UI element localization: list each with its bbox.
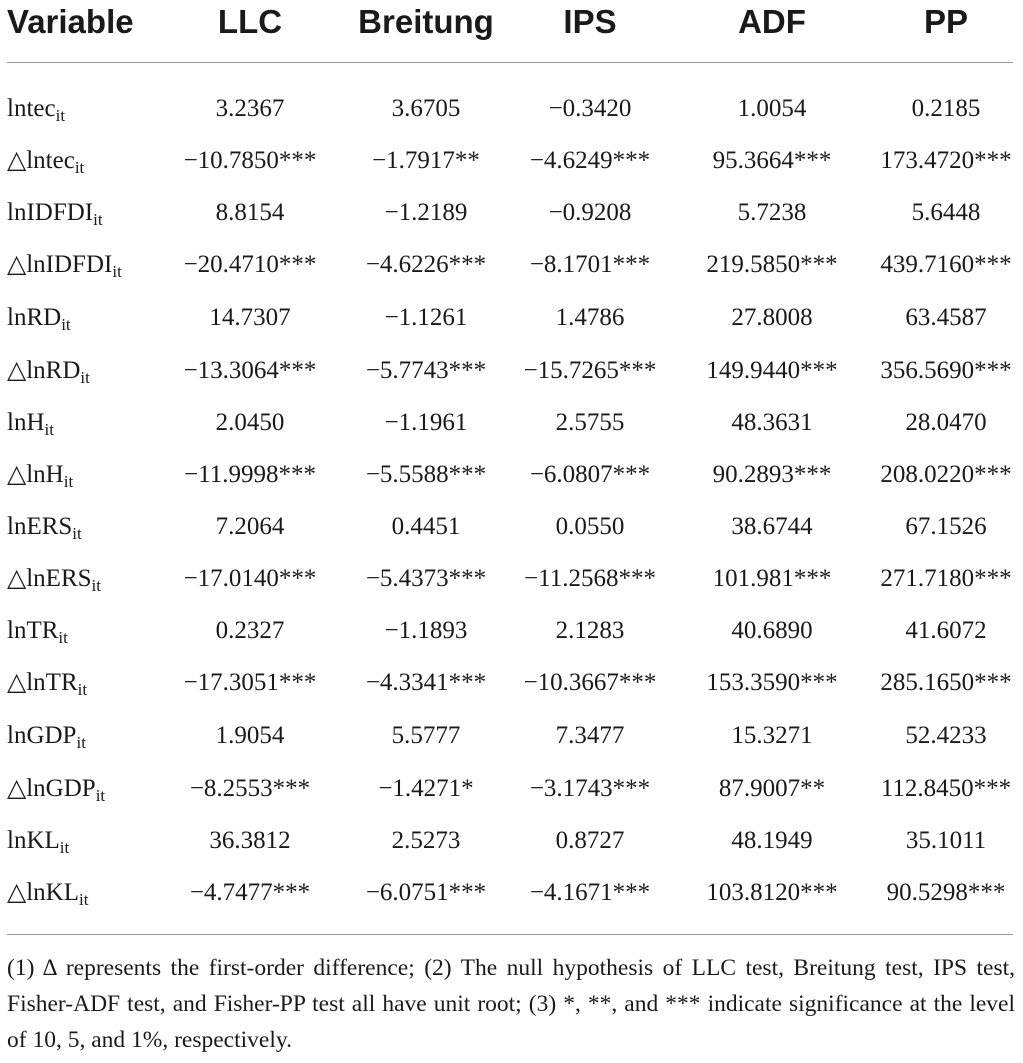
table-header [0, 0, 1023, 44]
value-cell: −17.3051*** [183, 669, 317, 696]
value-cell: −13.3064*** [183, 357, 317, 384]
value-cell: 2.5755 [555, 409, 625, 436]
table-row [0, 187, 1023, 239]
value-cell: 87.9007** [718, 775, 826, 802]
table-row [0, 449, 1023, 501]
value-cell: 103.8120*** [706, 879, 838, 906]
value-cell: −8.2553*** [189, 775, 311, 802]
variable-cell [7, 345, 90, 397]
variable-cell [7, 187, 103, 239]
header-ips: IPS [563, 3, 617, 40]
value-cell: 5.6448 [911, 199, 981, 226]
value-cell: −20.4710*** [183, 251, 317, 278]
variable-subscript: it [79, 890, 89, 909]
value-cell: 439.7160*** [880, 251, 1012, 278]
value-cell: 1.0054 [737, 95, 807, 122]
value-cell: 149.9440*** [706, 357, 838, 384]
value-cell: 3.2367 [215, 95, 285, 122]
value-cell: −1.7917** [372, 147, 480, 174]
value-cell: 112.8450*** [880, 775, 1012, 802]
table-row [0, 605, 1023, 657]
variable-name: △lnKL [7, 879, 79, 906]
value-cell: −0.3420 [548, 95, 632, 122]
value-cell: −1.4271* [378, 775, 474, 802]
value-cell: 2.5273 [391, 827, 461, 854]
value-cell: 90.5298*** [886, 879, 1006, 906]
value-cell: −5.4373*** [365, 565, 487, 592]
variable-name: △lnIDFDI [7, 251, 113, 278]
value-cell: 285.1650*** [880, 669, 1012, 696]
value-cell: −4.6249*** [529, 147, 651, 174]
value-cell: −0.9208 [548, 199, 632, 226]
value-cell: 48.3631 [731, 409, 813, 436]
table-row [0, 710, 1023, 762]
variable-subscript: it [76, 733, 86, 752]
table-footnote: (1) Δ represents the first-order difference; (2) The null hypothesis of LLC test, Breitung test, IPS test, Fisher-ADF test, and Fisher-PP test all have unit root; (3) *, **, and *** indicate significance at the level of 10, 5, and 1%, respectively. [7, 955, 1015, 1053]
value-cell: −5.5588*** [365, 461, 487, 488]
value-cell: 0.2185 [911, 95, 981, 122]
variable-cell [7, 449, 73, 501]
value-cell: 356.5690*** [880, 357, 1012, 384]
value-cell: 14.7307 [209, 304, 291, 331]
variable-name: lnTR [7, 617, 59, 644]
value-cell: 2.1283 [555, 617, 625, 644]
header-pp: PP [923, 3, 969, 40]
value-cell: 7.3477 [555, 722, 625, 749]
variable-subscript: it [58, 628, 68, 647]
value-cell: 5.7238 [737, 199, 807, 226]
variable-name: △lntec [7, 147, 75, 174]
table-row [0, 135, 1023, 187]
variable-subscript: it [44, 420, 54, 439]
value-cell: 8.8154 [215, 199, 285, 226]
variable-subscript: it [95, 786, 106, 805]
table-row [0, 292, 1023, 344]
value-cell: 0.2327 [215, 617, 285, 644]
table-row [0, 815, 1023, 867]
variable-cell [7, 815, 69, 867]
value-cell: 1.9054 [215, 722, 285, 749]
value-cell: −10.3667*** [523, 669, 657, 696]
value-cell: 40.6890 [731, 617, 813, 644]
variable-subscript: it [72, 524, 82, 543]
value-cell: 173.4720*** [880, 147, 1012, 174]
value-cell: 41.6072 [905, 617, 987, 644]
value-cell: −1.1961 [384, 409, 468, 436]
value-cell: 0.4451 [391, 513, 461, 540]
value-cell: −8.1701*** [529, 251, 651, 278]
value-cell: 271.7180*** [880, 565, 1012, 592]
value-cell: 90.2893*** [712, 461, 832, 488]
variable-cell [7, 605, 68, 657]
variable-subscript: it [93, 210, 103, 229]
value-cell: −6.0751*** [365, 879, 487, 906]
table-row [0, 239, 1023, 291]
variable-name: lnKL [7, 827, 60, 854]
value-cell: 63.4587 [905, 304, 987, 331]
variable-cell [7, 501, 82, 553]
value-cell: 0.8727 [555, 827, 625, 854]
value-cell: 5.5777 [391, 722, 461, 749]
table-row [0, 553, 1023, 605]
header-breitung: Breitung [358, 3, 494, 40]
value-cell: 101.981*** [712, 565, 832, 592]
table-row [0, 397, 1023, 449]
variable-cell [7, 710, 86, 762]
value-cell: −1.1261 [384, 304, 468, 331]
value-cell: −10.7850*** [183, 147, 317, 174]
table-row [0, 657, 1023, 709]
variable-cell [7, 239, 122, 291]
header-variable: Variable [7, 3, 134, 40]
value-cell: 1.4786 [555, 304, 625, 331]
bottom-rule [7, 934, 1013, 935]
table-row [0, 345, 1023, 397]
variable-name: lnERS [7, 513, 73, 540]
header-llc: LLC [217, 3, 283, 40]
value-cell: 35.1011 [905, 827, 987, 854]
variable-subscript: it [77, 680, 88, 699]
variable-cell [7, 397, 54, 449]
value-cell: 38.6744 [731, 513, 813, 540]
variable-subscript: it [74, 158, 85, 177]
variable-name: lnH [7, 409, 45, 436]
variable-cell [7, 83, 65, 135]
variable-name: lntec [7, 95, 56, 122]
variable-name: △lnRD [7, 357, 81, 384]
table-row [0, 501, 1023, 553]
header-adf: ADF [738, 3, 806, 40]
value-cell: −17.0140*** [183, 565, 317, 592]
variable-name: △lnH [7, 461, 64, 488]
variable-subscript: it [80, 368, 90, 387]
value-cell: 95.3664*** [712, 147, 832, 174]
value-cell: −4.7477*** [189, 879, 311, 906]
value-cell: −4.1671*** [529, 879, 651, 906]
value-cell: 153.3590*** [706, 669, 838, 696]
variable-subscript: it [63, 472, 74, 491]
value-cell: 2.0450 [215, 409, 285, 436]
value-cell: 28.0470 [905, 409, 987, 436]
value-cell: −4.6226*** [365, 251, 487, 278]
value-cell: 15.3271 [731, 722, 813, 749]
value-cell: −3.1743*** [529, 775, 651, 802]
value-cell: −1.1893 [384, 617, 468, 644]
value-cell: 0.0550 [555, 513, 625, 540]
value-cell: 208.0220*** [880, 461, 1012, 488]
value-cell: −11.9998*** [184, 461, 316, 488]
variable-cell [7, 763, 105, 815]
table-row [0, 867, 1023, 919]
value-cell: 36.3812 [209, 827, 291, 854]
variable-cell [7, 867, 88, 919]
variable-subscript: it [61, 315, 71, 334]
variable-cell [7, 553, 101, 605]
value-cell: 67.1526 [905, 513, 987, 540]
variable-cell [7, 135, 84, 187]
variable-subscript: it [59, 838, 70, 857]
variable-name: △lnTR [7, 669, 78, 696]
value-cell: −5.7743*** [365, 357, 487, 384]
value-cell: −11.2568*** [524, 565, 656, 592]
value-cell: 48.1949 [731, 827, 813, 854]
variable-cell [7, 292, 71, 344]
variable-cell [7, 657, 87, 709]
header-rule [7, 62, 1013, 63]
value-cell: 7.2064 [215, 513, 285, 540]
value-cell: 27.8008 [731, 304, 813, 331]
variable-subscript: it [55, 106, 66, 125]
value-cell: −15.7265*** [523, 357, 657, 384]
variable-subscript: it [112, 262, 122, 281]
value-cell: 52.4233 [905, 722, 987, 749]
variable-name: lnRD [7, 304, 62, 331]
value-cell: −6.0807*** [529, 461, 651, 488]
table-row [0, 83, 1023, 135]
variable-name: lnIDFDI [7, 199, 94, 226]
variable-subscript: it [91, 576, 101, 595]
variable-name: △lnGDP [7, 775, 96, 802]
table-row [0, 763, 1023, 815]
value-cell: −4.3341*** [365, 669, 487, 696]
value-cell: 3.6705 [391, 95, 461, 122]
variable-name: lnGDP [7, 722, 77, 749]
value-cell: 219.5850*** [706, 251, 838, 278]
variable-name: △lnERS [7, 565, 92, 592]
value-cell: −1.2189 [384, 199, 468, 226]
